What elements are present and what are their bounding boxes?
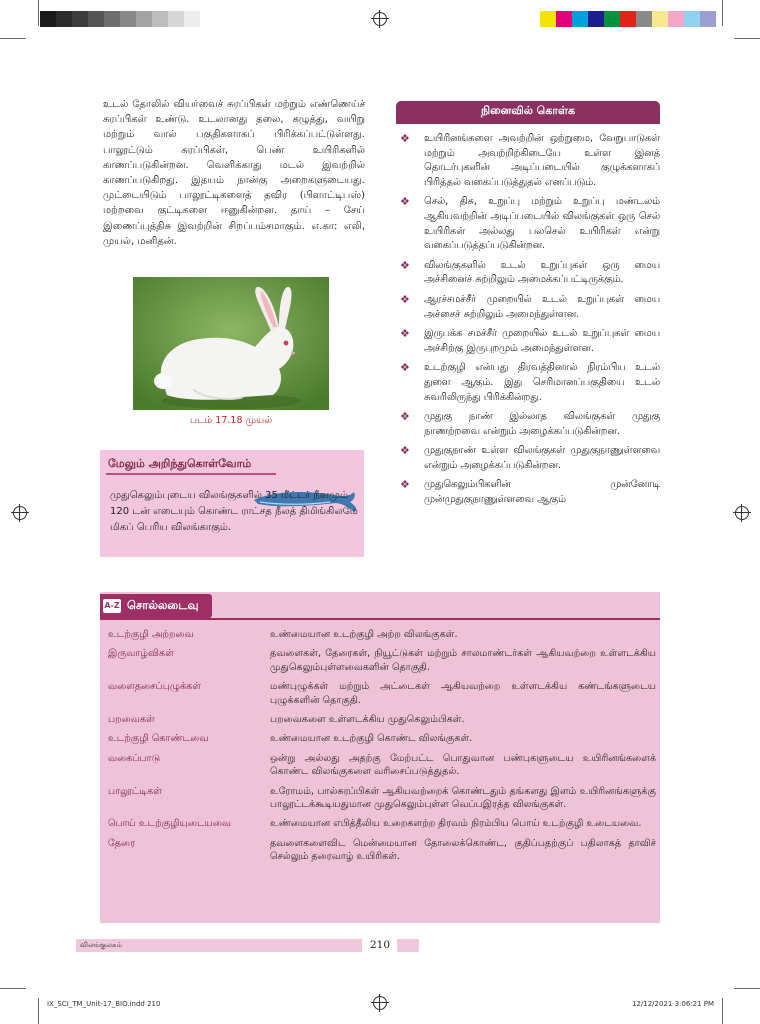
- diamond-bullet-icon: ❖: [400, 132, 410, 145]
- remember-header: [396, 101, 660, 122]
- remember-item-text: செல், திசு, உறுப்பு மற்றும் உறுப்பு மண்டலம் ஆகியவற்றின் அடிப்படையில் விலங்குகள் ஒரு செல் உயிரிகள் அல்லது பலசெல் உயிரிகள் என்று வகைப்படுத்தப்படுகின்றன.: [424, 196, 660, 252]
- glossary-title: சொல்லடைவு: [127, 598, 199, 612]
- glossary-row: [108, 817, 656, 830]
- color-bar-process: [540, 11, 716, 27]
- glossary-box: [100, 592, 660, 923]
- crop-mark: [38, 998, 39, 1024]
- remember-item: [398, 410, 660, 439]
- glossary-term: பாலூட்டிகள்: [108, 785, 162, 797]
- registration-mark-left: [13, 506, 27, 520]
- color-swatch: [104, 11, 120, 27]
- color-swatch: [620, 11, 636, 27]
- color-swatch: [168, 11, 184, 27]
- glossary-term: வளைதசைப்புழுக்கள்: [108, 681, 202, 693]
- remember-item: [398, 293, 660, 322]
- diamond-bullet-icon: ❖: [400, 410, 410, 424]
- color-swatch: [636, 11, 652, 27]
- footer-bar: [76, 939, 362, 952]
- remember-rule: [396, 122, 660, 124]
- glossary-row: [108, 680, 656, 707]
- slug-date: 12/12/2021 3:06:21 PM: [632, 1000, 715, 1008]
- color-swatch: [540, 11, 556, 27]
- az-icon: A-Z: [103, 599, 121, 613]
- color-swatch: [572, 11, 588, 27]
- color-swatch: [72, 11, 88, 27]
- glossary-rows: [108, 628, 656, 870]
- diamond-bullet-icon: ❖: [400, 258, 410, 272]
- glossary-row: [108, 785, 656, 812]
- color-swatch: [652, 11, 668, 27]
- glossary-row: [108, 713, 656, 726]
- remember-item: [398, 361, 660, 405]
- glossary-definition: மண்புழுக்கள் மற்றும் அட்டைகள் ஆகியவற்றை உள்ளடக்கிய கண்டங்களுடைய புழுக்களின் தொகுதி.: [270, 681, 656, 706]
- diamond-bullet-icon: ❖: [400, 444, 410, 458]
- remember-item: [398, 444, 660, 473]
- glossary-term: தேரை: [108, 837, 136, 849]
- color-swatch: [152, 11, 168, 27]
- know-more-box: [100, 450, 364, 557]
- color-swatch: [668, 11, 684, 27]
- page-number: 210: [370, 939, 391, 951]
- crop-mark: [38, 0, 39, 26]
- diamond-bullet-icon: ❖: [400, 195, 410, 209]
- glossary-definition: பறவைகளை உள்ளடக்கிய முதுகெலும்பிகள்.: [270, 714, 465, 726]
- color-swatch: [684, 11, 700, 27]
- remember-item-text: ஆரச்சமச்சீர் முறையில் உடல் உறுப்புகள் மைய அச்சைச் சுற்றிலும் அமைந்துள்ளன.: [424, 293, 660, 320]
- color-swatch: [700, 11, 716, 27]
- figure-caption: படம் 17.18 முயல்: [190, 415, 273, 426]
- glossary-row: [108, 837, 656, 864]
- know-more-underline: [106, 473, 276, 475]
- glossary-definition: உண்மையான உடற்குழி அற்ற விலங்குகள்.: [270, 629, 458, 640]
- color-swatch: [40, 11, 56, 27]
- crop-mark: [734, 988, 760, 989]
- color-swatch: [184, 11, 200, 27]
- glossary-definition: உரோமம், பால்சுரப்பிகள் ஆகியவற்றைக் கொண்டதும் தங்களது இளம் உயிரினங்களுக்கு பாலூட்டக்கூடியதுமான முதுகெலும்புள்ள வெப்பஇரத்த விலங்குகள்.: [270, 785, 656, 811]
- remember-item: [398, 478, 660, 507]
- crop-mark: [0, 988, 26, 989]
- remember-item: [398, 132, 660, 190]
- color-swatch: [588, 11, 604, 27]
- crop-mark: [0, 38, 26, 39]
- footer-section-label: விலங்குலகம்: [80, 941, 123, 949]
- glossary-term: பறவைகள்: [108, 714, 155, 726]
- diamond-bullet-icon: ❖: [400, 361, 410, 375]
- glossary-rule: [100, 618, 660, 620]
- color-swatch: [136, 11, 152, 27]
- glossary-row: [108, 732, 656, 745]
- crop-mark: [734, 38, 760, 39]
- registration-mark-right: [735, 506, 749, 520]
- remember-item-text: முதுகு நாண் இல்லாத விலங்குகள் முதுகு நாணற்றவை என்றும் அழைக்கப்படுகின்றன.: [424, 411, 660, 437]
- color-bar-grayscale: [40, 11, 216, 27]
- glossary-row: [108, 647, 656, 674]
- glossary-term: வகைப்பாடு: [108, 752, 161, 764]
- glossary-row: [108, 752, 656, 779]
- glossary-definition: உண்மையான உடற்குழி கொண்ட விலங்குகள்.: [270, 733, 473, 745]
- remember-item-text: உடற்குழி என்பது திரவத்தினால் நிரம்பிய உடல் துளை ஆகும். இது செரிமானப்பகுதியை உடல் சுவரிலிருந்து பிரிக்கின்றது.: [424, 362, 660, 403]
- intro-paragraph: உடல் தோலில் வியர்வைச் சுரப்பிகள் மற்றும் எண்ணெய்ச் சுரப்பிகள் உண்டு. உடலானது தலை, கழுத்து, வயிறு மற்றும் வால் பகுதிகளாகப் பிரிக்கப்பட்டுள்ளது. பாலூட்டும் சுரப்பிகள், பெண் உயிரிகளில் காணப்படுகின்றன. வெளிக்காது மடல் இவற்றில் காணப்படுகிறது. இதயம் நான்கு அறைகளுடையது. முட்டையிடும் பாலூட்டிகளைத் தவிர (பிளாட்டிபஸ்) மற்றவை குட்டிகளை ஈனுகின்றன. தாய் – சேய் இணைப்புத்திசு இவற்றின் சிறப்பம்சமாகும். எ.கா: எலி, முயல், மனிதன்.: [103, 99, 365, 247]
- remember-list: [398, 132, 660, 513]
- crop-mark: [722, 998, 723, 1024]
- glossary-term: உடற்குழி கொண்டவை: [108, 733, 209, 745]
- remember-item: [398, 327, 660, 356]
- slug-file: IX_SCI_TM_Unit-17_BIO.indd 210: [47, 1000, 161, 1008]
- registration-mark-top: [373, 12, 387, 26]
- color-swatch: [604, 11, 620, 27]
- glossary-term: உடற்குழி அற்றவை: [108, 629, 194, 640]
- color-swatch: [200, 11, 216, 27]
- color-swatch: [88, 11, 104, 27]
- remember-item-text: விலங்குகளில் உடல் உறுப்புகள் ஒரு மைய அச்சினைச் சுற்றிலும் அமைக்கப்பட்டிருக்கும்.: [424, 259, 660, 286]
- diamond-bullet-icon: ❖: [400, 478, 410, 492]
- color-swatch: [556, 11, 572, 27]
- glossary-definition: உண்மையான எபித்தீலிய உறைகளற்ற திரவம் நிரம்பிய பொய் உடற்குழி உடையவை.: [270, 818, 642, 830]
- glossary-row: [108, 628, 656, 641]
- color-swatch: [120, 11, 136, 27]
- diamond-bullet-icon: ❖: [400, 327, 410, 341]
- glossary-definition: தவளைகள், தேரைகள், நியூட்டுகள் மற்றும் சாலமாண்டர்கள் ஆகியவற்றை உள்ளடக்கிய முதுகெலும்புள்ளவைகளின் தொகுதி.: [270, 648, 656, 673]
- glossary-definition: தவளைகளைவிட மென்மையான தோலைக்கொண்ட, குதிப்பதற்குப் பதிலாகத் தாவிச் செல்லும் தரைவாழ் உயிரிகள்.: [270, 837, 656, 863]
- rabbit-illustration: [133, 277, 329, 410]
- glossary-definition: ஒன்று அல்லது அதற்கு மேற்பட்ட பொதுவான பண்புகளுடைய உயிரினங்களைக் கொண்ட விலங்குகளை வரிசைப்படுத்துதல்.: [270, 752, 656, 778]
- remember-item-text: உயிரினங்களை அவற்றின் ஒற்றுமை, வேறுபாடுகள் மற்றும் அவற்றிற்கிடையே உள்ள இனத் தொடர்புகளின் அடிப்படையில் குழுக்களாகப் பிரித்தல் வகைப்படுத்துதல் எனப்படும்.: [424, 133, 660, 188]
- remember-item-text: முதுகுநாண் உள்ள விலங்குகள் முதுகுநாணுள்ளவை என்றும் அழைக்கப்படுகின்றன.: [424, 445, 660, 471]
- glossary-term: பொய் உடற்குழியுடையவை: [108, 818, 232, 830]
- remember-title: நினைவில் கொள்க: [481, 104, 575, 117]
- crop-mark: [722, 0, 723, 26]
- diamond-bullet-icon: ❖: [400, 292, 410, 306]
- remember-item-text: முதுகெலும்பிகளின் முன்னோடி முன்முதுகுநாணுள்ளவை ஆகும்: [424, 479, 660, 506]
- registration-mark-bottom: [373, 996, 387, 1010]
- glossary-term: இருவாழ்விகள்: [108, 648, 174, 660]
- footer-box: [397, 939, 419, 952]
- remember-item: [398, 195, 660, 253]
- know-more-text: முதுகெலும்புடைய விலங்குகளில் 35 மீட்டர் நீளமும் 120 டன் எடையும் கொண்ட ராட்சத நீலத் திமிங்கிலமே மிகப் பெரிய விலங்காகும்.: [110, 490, 358, 533]
- remember-item-text: இருபக்க சமச்சீர் முறையில் உடல் உறுப்புகள் மைய அச்சிற்கு இருபுறமும் அமைந்துள்ளன.: [424, 328, 660, 354]
- remember-item: [398, 259, 660, 288]
- glossary-tab: [100, 594, 212, 618]
- rabbit-photo: [133, 277, 329, 410]
- know-more-title: மேலும் அறிந்துகொள்வோம்: [108, 457, 252, 470]
- color-swatch: [56, 11, 72, 27]
